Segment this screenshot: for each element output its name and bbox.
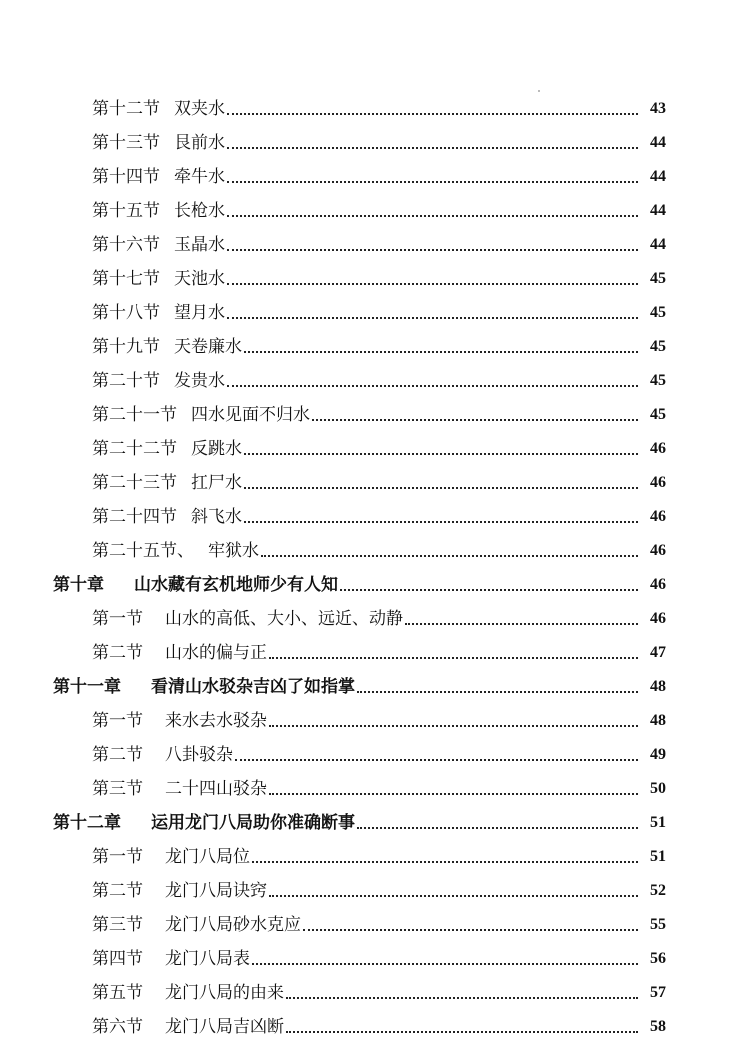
toc-entry[interactable]: [0, 901, 748, 935]
entry-title: 牵牛水: [174, 167, 225, 187]
dot-leader: [244, 351, 638, 353]
entry-page: 47: [650, 644, 666, 661]
entry-label: [92, 99, 225, 119]
dot-leader: [303, 929, 638, 931]
entry-label: [92, 303, 225, 323]
entry-page: 55: [650, 916, 666, 933]
entry-page: 46: [650, 542, 666, 559]
dot-leader: [227, 181, 638, 183]
dot-leader: [269, 657, 638, 659]
dot-leader: [286, 1031, 638, 1033]
entry-page: 46: [650, 440, 666, 457]
entry-page: 45: [650, 372, 666, 389]
entry-label: [92, 541, 259, 561]
entry-number: 第二十节: [92, 371, 160, 391]
entry-page: 45: [650, 406, 666, 423]
entry-title: 八卦驳杂: [165, 745, 233, 765]
entry-title: 长枪水: [174, 201, 225, 221]
toc-entry[interactable]: [0, 187, 748, 221]
entry-label: [92, 371, 225, 391]
entry-page: 48: [650, 712, 666, 729]
entry-number: 第二节: [92, 745, 143, 765]
entry-number: 第一节: [92, 711, 143, 731]
entry-number: 第十三节: [92, 133, 160, 153]
entry-number: 第十八节: [92, 303, 160, 323]
toc-entry[interactable]: [0, 459, 748, 493]
entry-number: 第二节: [92, 881, 143, 901]
entry-title: 山水的偏与正: [165, 643, 267, 663]
entry-title: 龙门八局位: [165, 847, 250, 867]
entry-title: 龙门八局砂水克应: [165, 915, 301, 935]
toc-entry[interactable]: [0, 697, 748, 731]
entry-number: 第十六节: [92, 235, 160, 255]
dot-leader: [261, 555, 638, 557]
entry-title: 望月水: [174, 303, 225, 323]
entry-title: 反跳水: [191, 439, 242, 459]
dot-leader: [244, 487, 638, 489]
entry-label: [92, 133, 225, 153]
entry-number: 第二十一节: [92, 405, 177, 425]
entry-page: 44: [650, 168, 666, 185]
entry-page: 44: [650, 202, 666, 219]
entry-number: 第十九节: [92, 337, 160, 357]
entry-label: [92, 847, 250, 867]
entry-number: 第十四节: [92, 167, 160, 187]
entry-number: 第二十二节: [92, 439, 177, 459]
toc-entry[interactable]: [0, 153, 748, 187]
dot-leader: [227, 317, 638, 319]
entry-title: 龙门八局诀窍: [165, 881, 267, 901]
entry-label: [92, 269, 225, 289]
entry-label: [92, 167, 225, 187]
chapter-number: 第十二章: [53, 813, 121, 833]
entry-number: 第二十四节: [92, 507, 177, 527]
entry-label: [92, 745, 233, 765]
entry-label: [92, 915, 301, 935]
entry-page: 44: [650, 134, 666, 151]
entry-page: 56: [650, 950, 666, 967]
entry-label: [92, 405, 310, 425]
table-of-contents: [0, 85, 748, 1037]
dot-leader: [269, 793, 638, 795]
entry-page: 43: [650, 100, 666, 117]
entry-label: [92, 473, 242, 493]
dot-leader: [227, 147, 638, 149]
entry-label: [53, 575, 338, 595]
entry-title: 艮前水: [174, 133, 225, 153]
entry-label: [92, 643, 267, 663]
entry-number: 第三节: [92, 915, 143, 935]
entry-page: 58: [650, 1018, 666, 1035]
entry-label: [92, 439, 242, 459]
dot-leader: [269, 895, 638, 897]
entry-label: [92, 201, 225, 221]
entry-number: 第十七节: [92, 269, 160, 289]
entry-page: 51: [650, 848, 666, 865]
entry-page: 49: [650, 746, 666, 763]
entry-title: 二十四山驳杂: [165, 779, 267, 799]
entry-title: 龙门八局表: [165, 949, 250, 969]
entry-label: [92, 1017, 284, 1037]
toc-entry[interactable]: [0, 765, 748, 799]
entry-label: [92, 881, 267, 901]
dot-leader: [244, 453, 638, 455]
entry-number: 第五节: [92, 983, 143, 1003]
entry-title: 斜飞水: [191, 507, 242, 527]
toc-entry[interactable]: [0, 357, 748, 391]
entry-title: 龙门八局吉凶断: [165, 1017, 284, 1037]
entry-page: 45: [650, 304, 666, 321]
entry-number: 第二十五节、: [92, 541, 194, 561]
entry-label: [92, 949, 250, 969]
entry-label: [92, 507, 242, 527]
entry-page: 46: [650, 474, 666, 491]
entry-page: 48: [650, 678, 666, 695]
toc-entry[interactable]: [0, 629, 748, 663]
toc-entry[interactable]: [0, 221, 748, 255]
entry-number: 第十五节: [92, 201, 160, 221]
entry-number: 第三节: [92, 779, 143, 799]
toc-chapter[interactable]: [0, 799, 748, 833]
entry-number: 第一节: [92, 609, 143, 629]
entry-label: [53, 677, 355, 697]
entry-page: 50: [650, 780, 666, 797]
entry-title: 山水的高低、大小、远近、动静: [165, 609, 403, 629]
entry-title: 发贵水: [174, 371, 225, 391]
dot-leader: [227, 385, 638, 387]
entry-page: 51: [650, 814, 666, 831]
entry-label: [92, 779, 267, 799]
entry-title: 双夹水: [174, 99, 225, 119]
toc-entry[interactable]: [0, 833, 748, 867]
chapter-title: 山水藏有玄机地师少有人知: [134, 575, 338, 595]
entry-page: 52: [650, 882, 666, 899]
dot-leader: [405, 623, 638, 625]
toc-entry[interactable]: [0, 1003, 748, 1037]
dot-leader: [235, 759, 638, 761]
entry-title: 天池水: [174, 269, 225, 289]
entry-page: 57: [650, 984, 666, 1001]
entry-number: 第四节: [92, 949, 143, 969]
entry-page: 46: [650, 508, 666, 525]
entry-number: 第六节: [92, 1017, 143, 1037]
dot-leader: [286, 997, 638, 999]
chapter-number: 第十章: [53, 575, 104, 595]
entry-number: 第二节: [92, 643, 143, 663]
dot-leader: [227, 249, 638, 251]
dot-leader: [312, 419, 638, 421]
dot-leader: [357, 827, 638, 829]
entry-title: 来水去水驳杂: [165, 711, 267, 731]
toc-entry[interactable]: [0, 731, 748, 765]
entry-page: 46: [650, 576, 666, 593]
toc-entry[interactable]: [0, 493, 748, 527]
entry-title: 四水见面不归水: [191, 405, 310, 425]
dot-leader: [227, 283, 638, 285]
dot-leader: [340, 589, 638, 591]
entry-page: 45: [650, 338, 666, 355]
dot-leader: [244, 521, 638, 523]
entry-number: 第二十三节: [92, 473, 177, 493]
entry-number: 第一节: [92, 847, 143, 867]
dot-leader: [252, 861, 638, 863]
dot-leader: [227, 215, 638, 217]
entry-title: 扛尸水: [191, 473, 242, 493]
toc-entry[interactable]: [0, 867, 748, 901]
entry-number: 第十二节: [92, 99, 160, 119]
entry-label: [92, 711, 267, 731]
toc-entry[interactable]: [0, 935, 748, 969]
chapter-title: 运用龙门八局助你准确断事: [151, 813, 355, 833]
toc-entry[interactable]: [0, 527, 748, 561]
toc-entry[interactable]: [0, 425, 748, 459]
dot-leader: [252, 963, 638, 965]
chapter-number: 第十一章: [53, 677, 121, 697]
toc-entry[interactable]: [0, 119, 748, 153]
entry-label: [92, 235, 225, 255]
entry-label: [92, 609, 403, 629]
dot-leader: [269, 725, 638, 727]
entry-title: 龙门八局的由来: [165, 983, 284, 1003]
entry-label: [92, 983, 284, 1003]
dot-leader: [227, 113, 638, 115]
dot-leader: [357, 691, 638, 693]
toc-entry[interactable]: [0, 85, 748, 119]
entry-page: 46: [650, 610, 666, 627]
toc-entry[interactable]: [0, 969, 748, 1003]
entry-title: 天卷廉水: [174, 337, 242, 357]
toc-entry[interactable]: [0, 323, 748, 357]
entry-page: 45: [650, 270, 666, 287]
toc-entry[interactable]: [0, 255, 748, 289]
toc-entry[interactable]: [0, 391, 748, 425]
toc-chapter[interactable]: [0, 561, 748, 595]
entry-title: 玉晶水: [174, 235, 225, 255]
entry-label: [92, 337, 242, 357]
toc-entry[interactable]: [0, 595, 748, 629]
chapter-title: 看清山水驳杂吉凶了如指掌: [151, 677, 355, 697]
toc-entry[interactable]: [0, 289, 748, 323]
entry-label: [53, 813, 355, 833]
entry-page: 44: [650, 236, 666, 253]
toc-chapter[interactable]: [0, 663, 748, 697]
entry-title: 牢狱水: [208, 541, 259, 561]
